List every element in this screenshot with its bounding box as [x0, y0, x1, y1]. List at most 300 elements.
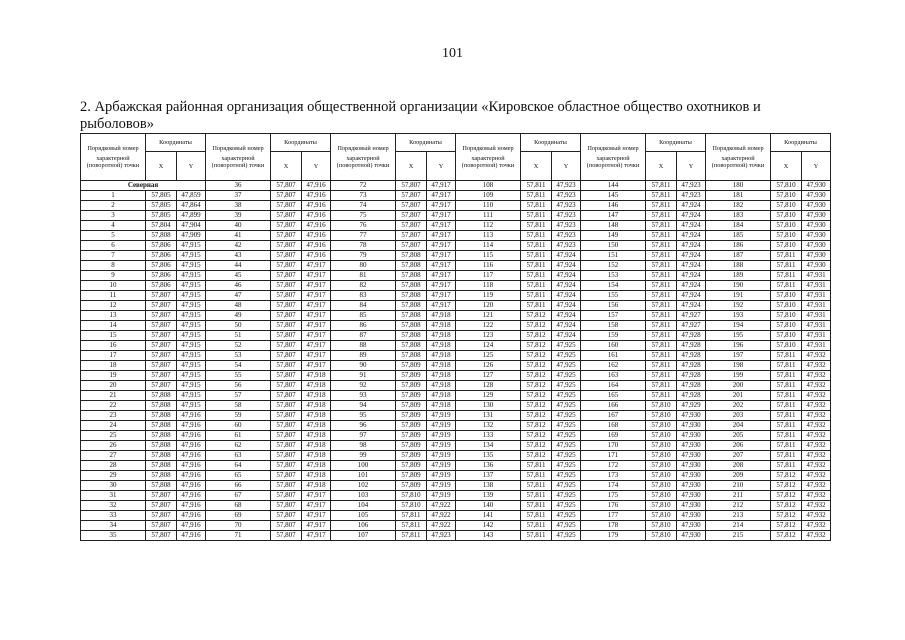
x-coordinate-cell: 57,807 [271, 181, 302, 191]
x-coordinate-cell: 57,811 [646, 271, 677, 281]
x-coordinate-cell: 57,812 [771, 501, 802, 511]
x-coordinate-cell: 57,811 [646, 251, 677, 261]
point-number-cell: 129 [456, 391, 521, 401]
point-number-cell: 112 [456, 221, 521, 231]
y-coordinate-cell: 47,932 [802, 431, 831, 441]
header-point-bottom: характерной (поворотной) точки [211, 155, 265, 169]
point-number-cell: 96 [331, 421, 396, 431]
point-number-cell: 122 [456, 321, 521, 331]
x-coordinate-cell: 57,811 [521, 501, 552, 511]
header-point-bottom: характерной (поворотной) точки [86, 155, 140, 169]
x-coordinate-cell: 57,811 [521, 521, 552, 531]
y-coordinate-cell: 47,932 [802, 371, 831, 381]
table-row [81, 291, 831, 301]
x-coordinate-cell: 57,811 [646, 291, 677, 301]
x-coordinate-cell: 57,812 [521, 311, 552, 321]
header-point-number [706, 134, 771, 181]
y-coordinate-cell: 47,918 [427, 311, 456, 321]
point-number-cell: 17 [81, 351, 146, 361]
y-coordinate-cell: 47,924 [677, 301, 706, 311]
y-coordinate-cell: 47,915 [177, 341, 206, 351]
y-coordinate-cell: 47,915 [177, 351, 206, 361]
x-coordinate-cell: 57,807 [271, 451, 302, 461]
y-coordinate-cell: 47,928 [677, 381, 706, 391]
y-coordinate-cell: 47,919 [427, 471, 456, 481]
point-number-cell: 57 [206, 391, 271, 401]
y-coordinate-cell: 47,930 [802, 201, 831, 211]
point-number-cell: 143 [456, 531, 521, 541]
point-number-cell: 106 [331, 521, 396, 531]
point-number-cell: 37 [206, 191, 271, 201]
point-number-cell: 21 [81, 391, 146, 401]
y-coordinate-cell: 47,930 [802, 241, 831, 251]
x-coordinate-cell: 57,807 [271, 441, 302, 451]
y-coordinate-cell: 47,917 [302, 501, 331, 511]
x-coordinate-cell: 57,810 [771, 191, 802, 201]
y-coordinate-cell: 47,925 [552, 521, 581, 531]
x-coordinate-cell: 57,810 [646, 471, 677, 481]
y-coordinate-cell: 47,917 [302, 321, 331, 331]
table-row [81, 331, 831, 341]
header-coordinates: Координаты [521, 134, 581, 152]
y-coordinate-cell: 47,918 [302, 471, 331, 481]
y-coordinate-cell: 47,915 [177, 291, 206, 301]
y-coordinate-cell: 47,917 [302, 491, 331, 501]
x-coordinate-cell: 57,807 [146, 291, 177, 301]
header-x: X [396, 152, 427, 181]
point-number-cell: 23 [81, 411, 146, 421]
x-coordinate-cell: 57,807 [271, 261, 302, 271]
point-number-cell: 60 [206, 421, 271, 431]
x-coordinate-cell: 57,808 [146, 471, 177, 481]
x-coordinate-cell: 57,810 [771, 241, 802, 251]
table-row [81, 521, 831, 531]
header-point-top: Порядковый номер [587, 145, 639, 152]
y-coordinate-cell: 47,917 [427, 301, 456, 311]
x-coordinate-cell: 57,807 [271, 211, 302, 221]
point-number-cell: 177 [581, 511, 646, 521]
x-coordinate-cell: 57,807 [146, 331, 177, 341]
x-coordinate-cell: 57,811 [646, 181, 677, 191]
point-number-cell: 160 [581, 341, 646, 351]
point-number-cell: 75 [331, 211, 396, 221]
point-number-cell: 87 [331, 331, 396, 341]
point-number-cell: 201 [706, 391, 771, 401]
x-coordinate-cell: 57,811 [396, 531, 427, 541]
table-row [81, 241, 831, 251]
y-coordinate-cell: 47,923 [427, 531, 456, 541]
point-number-cell: 47 [206, 291, 271, 301]
section-heading: 2. Арбажская районная организация общественной организации «Кировское областное общество охотников и рыболовов» [80, 99, 761, 132]
x-coordinate-cell: 57,808 [396, 281, 427, 291]
point-number-cell: 72 [331, 181, 396, 191]
x-coordinate-cell: 57,811 [646, 221, 677, 231]
point-number-cell: 208 [706, 461, 771, 471]
x-coordinate-cell: 57,812 [521, 321, 552, 331]
x-coordinate-cell: 57,811 [521, 471, 552, 481]
point-number-cell: 14 [81, 321, 146, 331]
table-row [81, 431, 831, 441]
x-coordinate-cell: 57,811 [771, 381, 802, 391]
x-coordinate-cell: 57,806 [146, 271, 177, 281]
point-number-cell: 27 [81, 451, 146, 461]
y-coordinate-cell: 47,917 [302, 511, 331, 521]
point-number-cell: 5 [81, 231, 146, 241]
x-coordinate-cell: 57,811 [646, 281, 677, 291]
y-coordinate-cell: 47,931 [802, 271, 831, 281]
point-number-cell: 203 [706, 411, 771, 421]
x-coordinate-cell: 57,807 [146, 521, 177, 531]
x-coordinate-cell: 57,809 [396, 471, 427, 481]
point-number-cell: 136 [456, 461, 521, 471]
point-number-cell: 196 [706, 341, 771, 351]
header-y: Y [302, 152, 331, 181]
x-coordinate-cell: 57,812 [521, 331, 552, 341]
y-coordinate-cell: 47,930 [677, 441, 706, 451]
x-coordinate-cell: 57,807 [271, 231, 302, 241]
y-coordinate-cell: 47,924 [552, 281, 581, 291]
y-coordinate-cell: 47,916 [177, 451, 206, 461]
x-coordinate-cell: 57,811 [771, 431, 802, 441]
header-y: Y [177, 152, 206, 181]
x-coordinate-cell: 57,805 [146, 191, 177, 201]
point-number-cell: 11 [81, 291, 146, 301]
x-coordinate-cell: 57,810 [396, 491, 427, 501]
point-number-cell: 193 [706, 311, 771, 321]
x-coordinate-cell: 57,811 [646, 311, 677, 321]
point-number-cell: 121 [456, 311, 521, 321]
y-coordinate-cell: 47,918 [302, 371, 331, 381]
x-coordinate-cell: 57,807 [396, 231, 427, 241]
point-number-cell: 7 [81, 251, 146, 261]
point-number-cell: 9 [81, 271, 146, 281]
y-coordinate-cell: 47,918 [302, 411, 331, 421]
x-coordinate-cell: 57,804 [146, 221, 177, 231]
y-coordinate-cell: 47,915 [177, 261, 206, 271]
x-coordinate-cell: 57,811 [646, 201, 677, 211]
y-coordinate-cell: 47,930 [802, 251, 831, 261]
y-coordinate-cell: 47,923 [552, 231, 581, 241]
point-number-cell: 164 [581, 381, 646, 391]
y-coordinate-cell: 47,916 [302, 251, 331, 261]
y-coordinate-cell: 47,924 [677, 261, 706, 271]
x-coordinate-cell: 57,809 [396, 441, 427, 451]
x-coordinate-cell: 57,808 [396, 301, 427, 311]
point-number-cell: 81 [331, 271, 396, 281]
y-coordinate-cell: 47,932 [802, 521, 831, 531]
x-coordinate-cell: 57,811 [771, 351, 802, 361]
table-row [81, 361, 831, 371]
point-number-cell: 192 [706, 301, 771, 311]
table-row [81, 371, 831, 381]
x-coordinate-cell: 57,807 [271, 531, 302, 541]
x-coordinate-cell: 57,805 [146, 211, 177, 221]
x-coordinate-cell: 57,809 [396, 361, 427, 371]
x-coordinate-cell: 57,808 [146, 391, 177, 401]
y-coordinate-cell: 47,932 [802, 461, 831, 471]
point-number-cell: 88 [331, 341, 396, 351]
y-coordinate-cell: 47,930 [677, 511, 706, 521]
y-coordinate-cell: 47,919 [427, 441, 456, 451]
y-coordinate-cell: 47,917 [427, 221, 456, 231]
x-coordinate-cell: 57,808 [396, 251, 427, 261]
y-coordinate-cell: 47,919 [427, 421, 456, 431]
point-number-cell: 101 [331, 471, 396, 481]
y-coordinate-cell: 47,915 [177, 271, 206, 281]
point-number-cell: 69 [206, 511, 271, 521]
point-number-cell: 198 [706, 361, 771, 371]
x-coordinate-cell: 57,807 [271, 241, 302, 251]
point-number-cell: 131 [456, 411, 521, 421]
x-coordinate-cell: 57,810 [771, 311, 802, 321]
y-coordinate-cell: 47,919 [427, 481, 456, 491]
header-coordinates: Координаты [271, 134, 331, 152]
point-number-cell: 183 [706, 211, 771, 221]
point-number-cell: 146 [581, 201, 646, 211]
point-number-cell: 168 [581, 421, 646, 431]
y-coordinate-cell: 47,931 [802, 301, 831, 311]
point-number-cell: 138 [456, 481, 521, 491]
point-number-cell: 22 [81, 401, 146, 411]
point-number-cell: 35 [81, 531, 146, 541]
x-coordinate-cell: 57,811 [521, 221, 552, 231]
table-row [81, 191, 831, 201]
point-number-cell: 148 [581, 221, 646, 231]
point-number-cell: 91 [331, 371, 396, 381]
x-coordinate-cell: 57,807 [271, 271, 302, 281]
y-coordinate-cell: 47,919 [427, 461, 456, 471]
point-number-cell: 39 [206, 211, 271, 221]
x-coordinate-cell: 57,811 [771, 281, 802, 291]
point-number-cell: 166 [581, 401, 646, 411]
y-coordinate-cell: 47,924 [552, 331, 581, 341]
point-number-cell: 174 [581, 481, 646, 491]
x-coordinate-cell: 57,807 [271, 321, 302, 331]
y-coordinate-cell: 47,919 [427, 451, 456, 461]
y-coordinate-cell: 47,931 [802, 311, 831, 321]
x-coordinate-cell: 57,807 [146, 361, 177, 371]
x-coordinate-cell: 57,807 [271, 391, 302, 401]
point-number-cell: 46 [206, 281, 271, 291]
x-coordinate-cell: 57,810 [646, 511, 677, 521]
y-coordinate-cell: 47,915 [177, 371, 206, 381]
point-number-cell: 141 [456, 511, 521, 521]
x-coordinate-cell: 57,807 [396, 201, 427, 211]
y-coordinate-cell: 47,917 [427, 181, 456, 191]
x-coordinate-cell: 57,807 [271, 421, 302, 431]
y-coordinate-cell: 47,925 [552, 341, 581, 351]
y-coordinate-cell: 47,925 [552, 421, 581, 431]
y-coordinate-cell: 47,924 [677, 281, 706, 291]
x-coordinate-cell: 57,808 [396, 331, 427, 341]
x-coordinate-cell: 57,811 [646, 261, 677, 271]
x-coordinate-cell: 57,811 [771, 411, 802, 421]
header-x: X [521, 152, 552, 181]
x-coordinate-cell: 57,811 [646, 381, 677, 391]
y-coordinate-cell: 47,932 [802, 501, 831, 511]
point-number-cell: 44 [206, 261, 271, 271]
point-number-cell: 108 [456, 181, 521, 191]
y-coordinate-cell: 47,930 [677, 411, 706, 421]
header-y: Y [802, 152, 831, 181]
header-x: X [271, 152, 302, 181]
x-coordinate-cell: 57,810 [771, 331, 802, 341]
point-number-cell: 98 [331, 441, 396, 451]
table-header [81, 134, 831, 181]
point-number-cell: 94 [331, 401, 396, 411]
y-coordinate-cell: 47,915 [177, 251, 206, 261]
y-coordinate-cell: 47,918 [302, 431, 331, 441]
point-number-cell: 186 [706, 241, 771, 251]
point-number-cell: 54 [206, 361, 271, 371]
point-number-cell: 1 [81, 191, 146, 201]
x-coordinate-cell: 57,811 [646, 391, 677, 401]
table-row [81, 341, 831, 351]
point-number-cell: 95 [331, 411, 396, 421]
y-coordinate-cell: 47,916 [302, 211, 331, 221]
y-coordinate-cell: 47,916 [177, 471, 206, 481]
x-coordinate-cell: 57,811 [521, 231, 552, 241]
x-coordinate-cell: 57,811 [521, 241, 552, 251]
point-number-cell: 172 [581, 461, 646, 471]
x-coordinate-cell: 57,807 [271, 481, 302, 491]
y-coordinate-cell: 47,915 [177, 311, 206, 321]
header-coordinates: Координаты [146, 134, 206, 152]
x-coordinate-cell: 57,810 [646, 481, 677, 491]
point-number-cell: 62 [206, 441, 271, 451]
point-number-cell: 132 [456, 421, 521, 431]
x-coordinate-cell: 57,807 [146, 381, 177, 391]
point-number-cell: 4 [81, 221, 146, 231]
table-row [81, 481, 831, 491]
x-coordinate-cell: 57,807 [146, 301, 177, 311]
point-number-cell: 114 [456, 241, 521, 251]
x-coordinate-cell: 57,809 [396, 481, 427, 491]
y-coordinate-cell: 47,924 [552, 321, 581, 331]
x-coordinate-cell: 57,812 [521, 411, 552, 421]
y-coordinate-cell: 47,928 [677, 351, 706, 361]
point-number-cell: 116 [456, 261, 521, 271]
point-number-cell: 151 [581, 251, 646, 261]
point-number-cell: 195 [706, 331, 771, 341]
point-number-cell: 153 [581, 271, 646, 281]
x-coordinate-cell: 57,807 [271, 521, 302, 531]
y-coordinate-cell: 47,864 [177, 201, 206, 211]
x-coordinate-cell: 57,808 [146, 411, 177, 421]
x-coordinate-cell: 57,811 [646, 351, 677, 361]
x-coordinate-cell: 57,807 [271, 471, 302, 481]
x-coordinate-cell: 57,811 [771, 261, 802, 271]
x-coordinate-cell: 57,811 [646, 241, 677, 251]
y-coordinate-cell: 47,922 [427, 511, 456, 521]
x-coordinate-cell: 57,810 [646, 501, 677, 511]
y-coordinate-cell: 47,925 [552, 391, 581, 401]
y-coordinate-cell: 47,918 [427, 401, 456, 411]
y-coordinate-cell: 47,932 [802, 531, 831, 541]
x-coordinate-cell: 57,812 [521, 371, 552, 381]
x-coordinate-cell: 57,811 [521, 201, 552, 211]
point-number-cell: 169 [581, 431, 646, 441]
point-number-cell: 71 [206, 531, 271, 541]
x-coordinate-cell: 57,810 [771, 231, 802, 241]
point-number-cell: 43 [206, 251, 271, 261]
point-number-cell: 171 [581, 451, 646, 461]
table-row [81, 451, 831, 461]
y-coordinate-cell: 47,923 [552, 211, 581, 221]
y-coordinate-cell: 47,917 [427, 201, 456, 211]
point-number-cell: 61 [206, 431, 271, 441]
x-coordinate-cell: 57,811 [521, 511, 552, 521]
y-coordinate-cell: 47,916 [302, 241, 331, 251]
x-coordinate-cell: 57,807 [271, 411, 302, 421]
y-coordinate-cell: 47,932 [802, 441, 831, 451]
x-coordinate-cell: 57,807 [271, 381, 302, 391]
point-number-cell: 205 [706, 431, 771, 441]
y-coordinate-cell: 47,932 [802, 491, 831, 501]
y-coordinate-cell: 47,924 [552, 311, 581, 321]
y-coordinate-cell: 47,916 [177, 481, 206, 491]
point-number-cell: 167 [581, 411, 646, 421]
point-number-cell: 102 [331, 481, 396, 491]
table-row [81, 381, 831, 391]
x-coordinate-cell: 57,810 [771, 291, 802, 301]
point-number-cell: 155 [581, 291, 646, 301]
x-coordinate-cell: 57,809 [396, 461, 427, 471]
x-coordinate-cell: 57,812 [521, 341, 552, 351]
point-number-cell: 18 [81, 361, 146, 371]
point-number-cell: 140 [456, 501, 521, 511]
y-coordinate-cell: 47,930 [677, 521, 706, 531]
table-row [81, 301, 831, 311]
table-row [81, 411, 831, 421]
y-coordinate-cell: 47,917 [302, 281, 331, 291]
y-coordinate-cell: 47,918 [427, 391, 456, 401]
point-number-cell: 126 [456, 361, 521, 371]
x-coordinate-cell: 57,812 [521, 351, 552, 361]
x-coordinate-cell: 57,808 [396, 271, 427, 281]
point-number-cell: 127 [456, 371, 521, 381]
point-number-cell: 202 [706, 401, 771, 411]
point-number-cell: 38 [206, 201, 271, 211]
y-coordinate-cell: 47,924 [552, 301, 581, 311]
point-number-cell: 36 [206, 181, 271, 191]
point-number-cell: 10 [81, 281, 146, 291]
x-coordinate-cell: 57,811 [521, 281, 552, 291]
y-coordinate-cell: 47,932 [802, 361, 831, 371]
y-coordinate-cell: 47,930 [677, 491, 706, 501]
point-number-cell: 206 [706, 441, 771, 451]
table-row [81, 421, 831, 431]
x-coordinate-cell: 57,811 [646, 361, 677, 371]
point-number-cell: 103 [331, 491, 396, 501]
header-point-number [81, 134, 146, 181]
y-coordinate-cell: 47,932 [802, 411, 831, 421]
header-point-number [206, 134, 271, 181]
point-number-cell: 92 [331, 381, 396, 391]
x-coordinate-cell: 57,811 [521, 191, 552, 201]
point-number-cell: 159 [581, 331, 646, 341]
table-row [81, 471, 831, 481]
y-coordinate-cell: 47,932 [802, 481, 831, 491]
x-coordinate-cell: 57,807 [146, 511, 177, 521]
point-number-cell: 215 [706, 531, 771, 541]
table-row [81, 271, 831, 281]
y-coordinate-cell: 47,925 [552, 511, 581, 521]
point-number-cell: 29 [81, 471, 146, 481]
point-number-cell: 66 [206, 481, 271, 491]
point-number-cell: 99 [331, 451, 396, 461]
y-coordinate-cell: 47,925 [552, 461, 581, 471]
